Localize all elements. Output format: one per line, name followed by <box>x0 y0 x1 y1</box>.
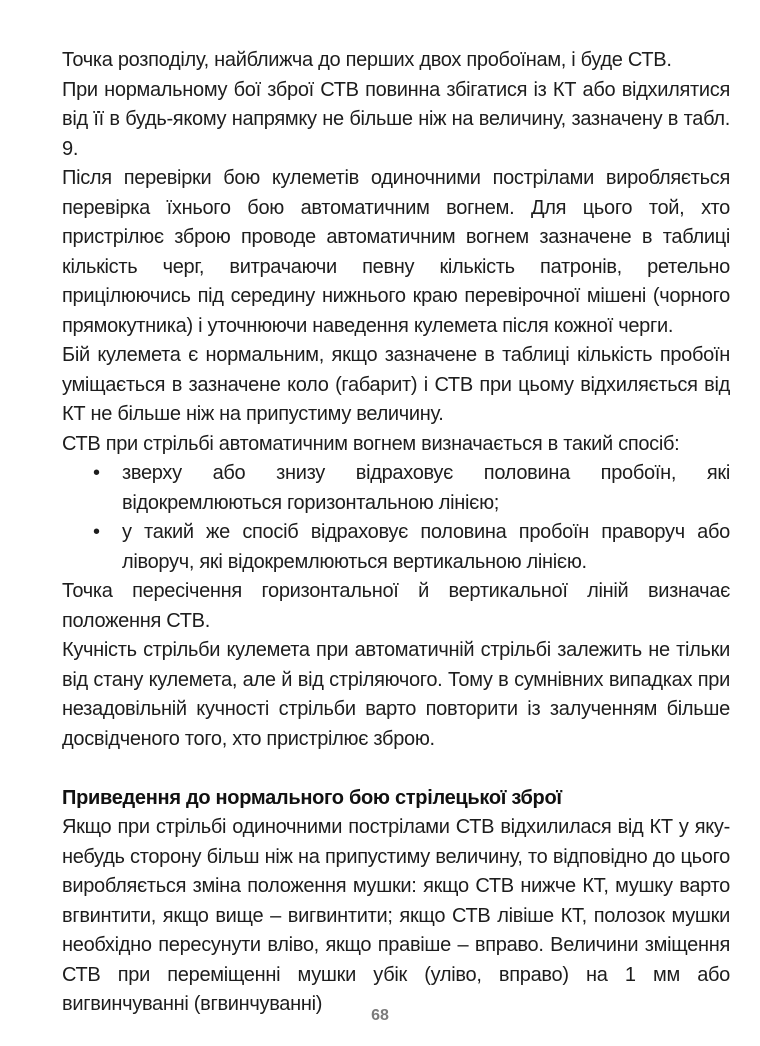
list-item <box>62 459 730 518</box>
page-footer <box>0 1006 760 1026</box>
page-text-block <box>62 46 730 1020</box>
bullet-icon: • <box>93 521 100 543</box>
list-item-text: зверху або знизу відраховує половина пробоїн, які відокремлюються горизонтальною лінією; <box>122 462 730 514</box>
paragraph: Бій кулемета є нормальним, якщо зазначене в таблиці кількість пробоїн уміщається в зазначене коло (габарит) і СТВ при цьому відхиляється від КТ не більше ніж на припустиму величину. <box>62 344 730 425</box>
paragraph: Точка пересічення горизонтальної й вертикальної ліній визначає положення СТВ. <box>62 580 730 632</box>
paragraph: Після перевірки бою кулеметів одиночними пострілами виробляється перевірка їхнього бою автоматичним вогнем. Для цього той, хто пристрілює зброю проводе автоматичним вогнем зазначене в таблиці кількість черг, витрачаючи певну кількість патронів, ретельно прицілюючись під середину нижнього краю перевірочної мішені (чорного прямокутника) і уточнюючи наведення кулемета після кожної черги. <box>62 167 730 337</box>
paragraph: Якщо при стрільбі одиночними пострілами СТВ відхилилася від КТ у яку-небудь сторону більш ніж на припустиму величину, то відповідно до цього виробляється зміна положення мушки: якщо СТВ нижче КТ, мушку варто вгвинтити, якщо вище – вигвинтити; якщо СТВ лівіше КТ, полозок мушки необхідно пересунути вліво, якщо правіше – вправо. Величини зміщення СТВ при переміщенні мушки убік (уліво, вправо) на 1 мм або вигвинчуванні (вгвинчуванні) <box>62 816 730 1015</box>
section-heading: Приведення до нормального бою стрілецької зброї <box>62 786 562 809</box>
paragraph: При нормальному бої зброї СТВ повинна збігатися із КТ або відхилятися від її в будь-якому напрямку не більше ніж на величину, зазначену в табл. 9. <box>62 78 730 160</box>
list-item <box>62 518 730 577</box>
bullet-icon: • <box>93 462 100 484</box>
page-number: 68 <box>371 1007 389 1024</box>
list-item-text: у такий же спосіб відраховує половина пробоїн праворуч або ліворуч, які відокремлюються вертикальною лінією. <box>122 521 730 573</box>
paragraph: Точка розподілу, найближча до перших двох пробоїнам, і буде СТВ. <box>62 49 672 71</box>
paragraph: СТВ при стрільбі автоматичним вогнем визначається в такий спосіб: <box>62 432 680 455</box>
paragraph: Кучність стрільби кулемета при автоматичній стрільбі залежить не тільки від стану кулемета, але й від стріляючого. Тому в сумнівних випадках при незадовільній кучності стрільби варто повторити із залученням більше досвідченого того, хто пристрілює зброю. <box>62 639 730 750</box>
bullet-list <box>62 459 730 577</box>
